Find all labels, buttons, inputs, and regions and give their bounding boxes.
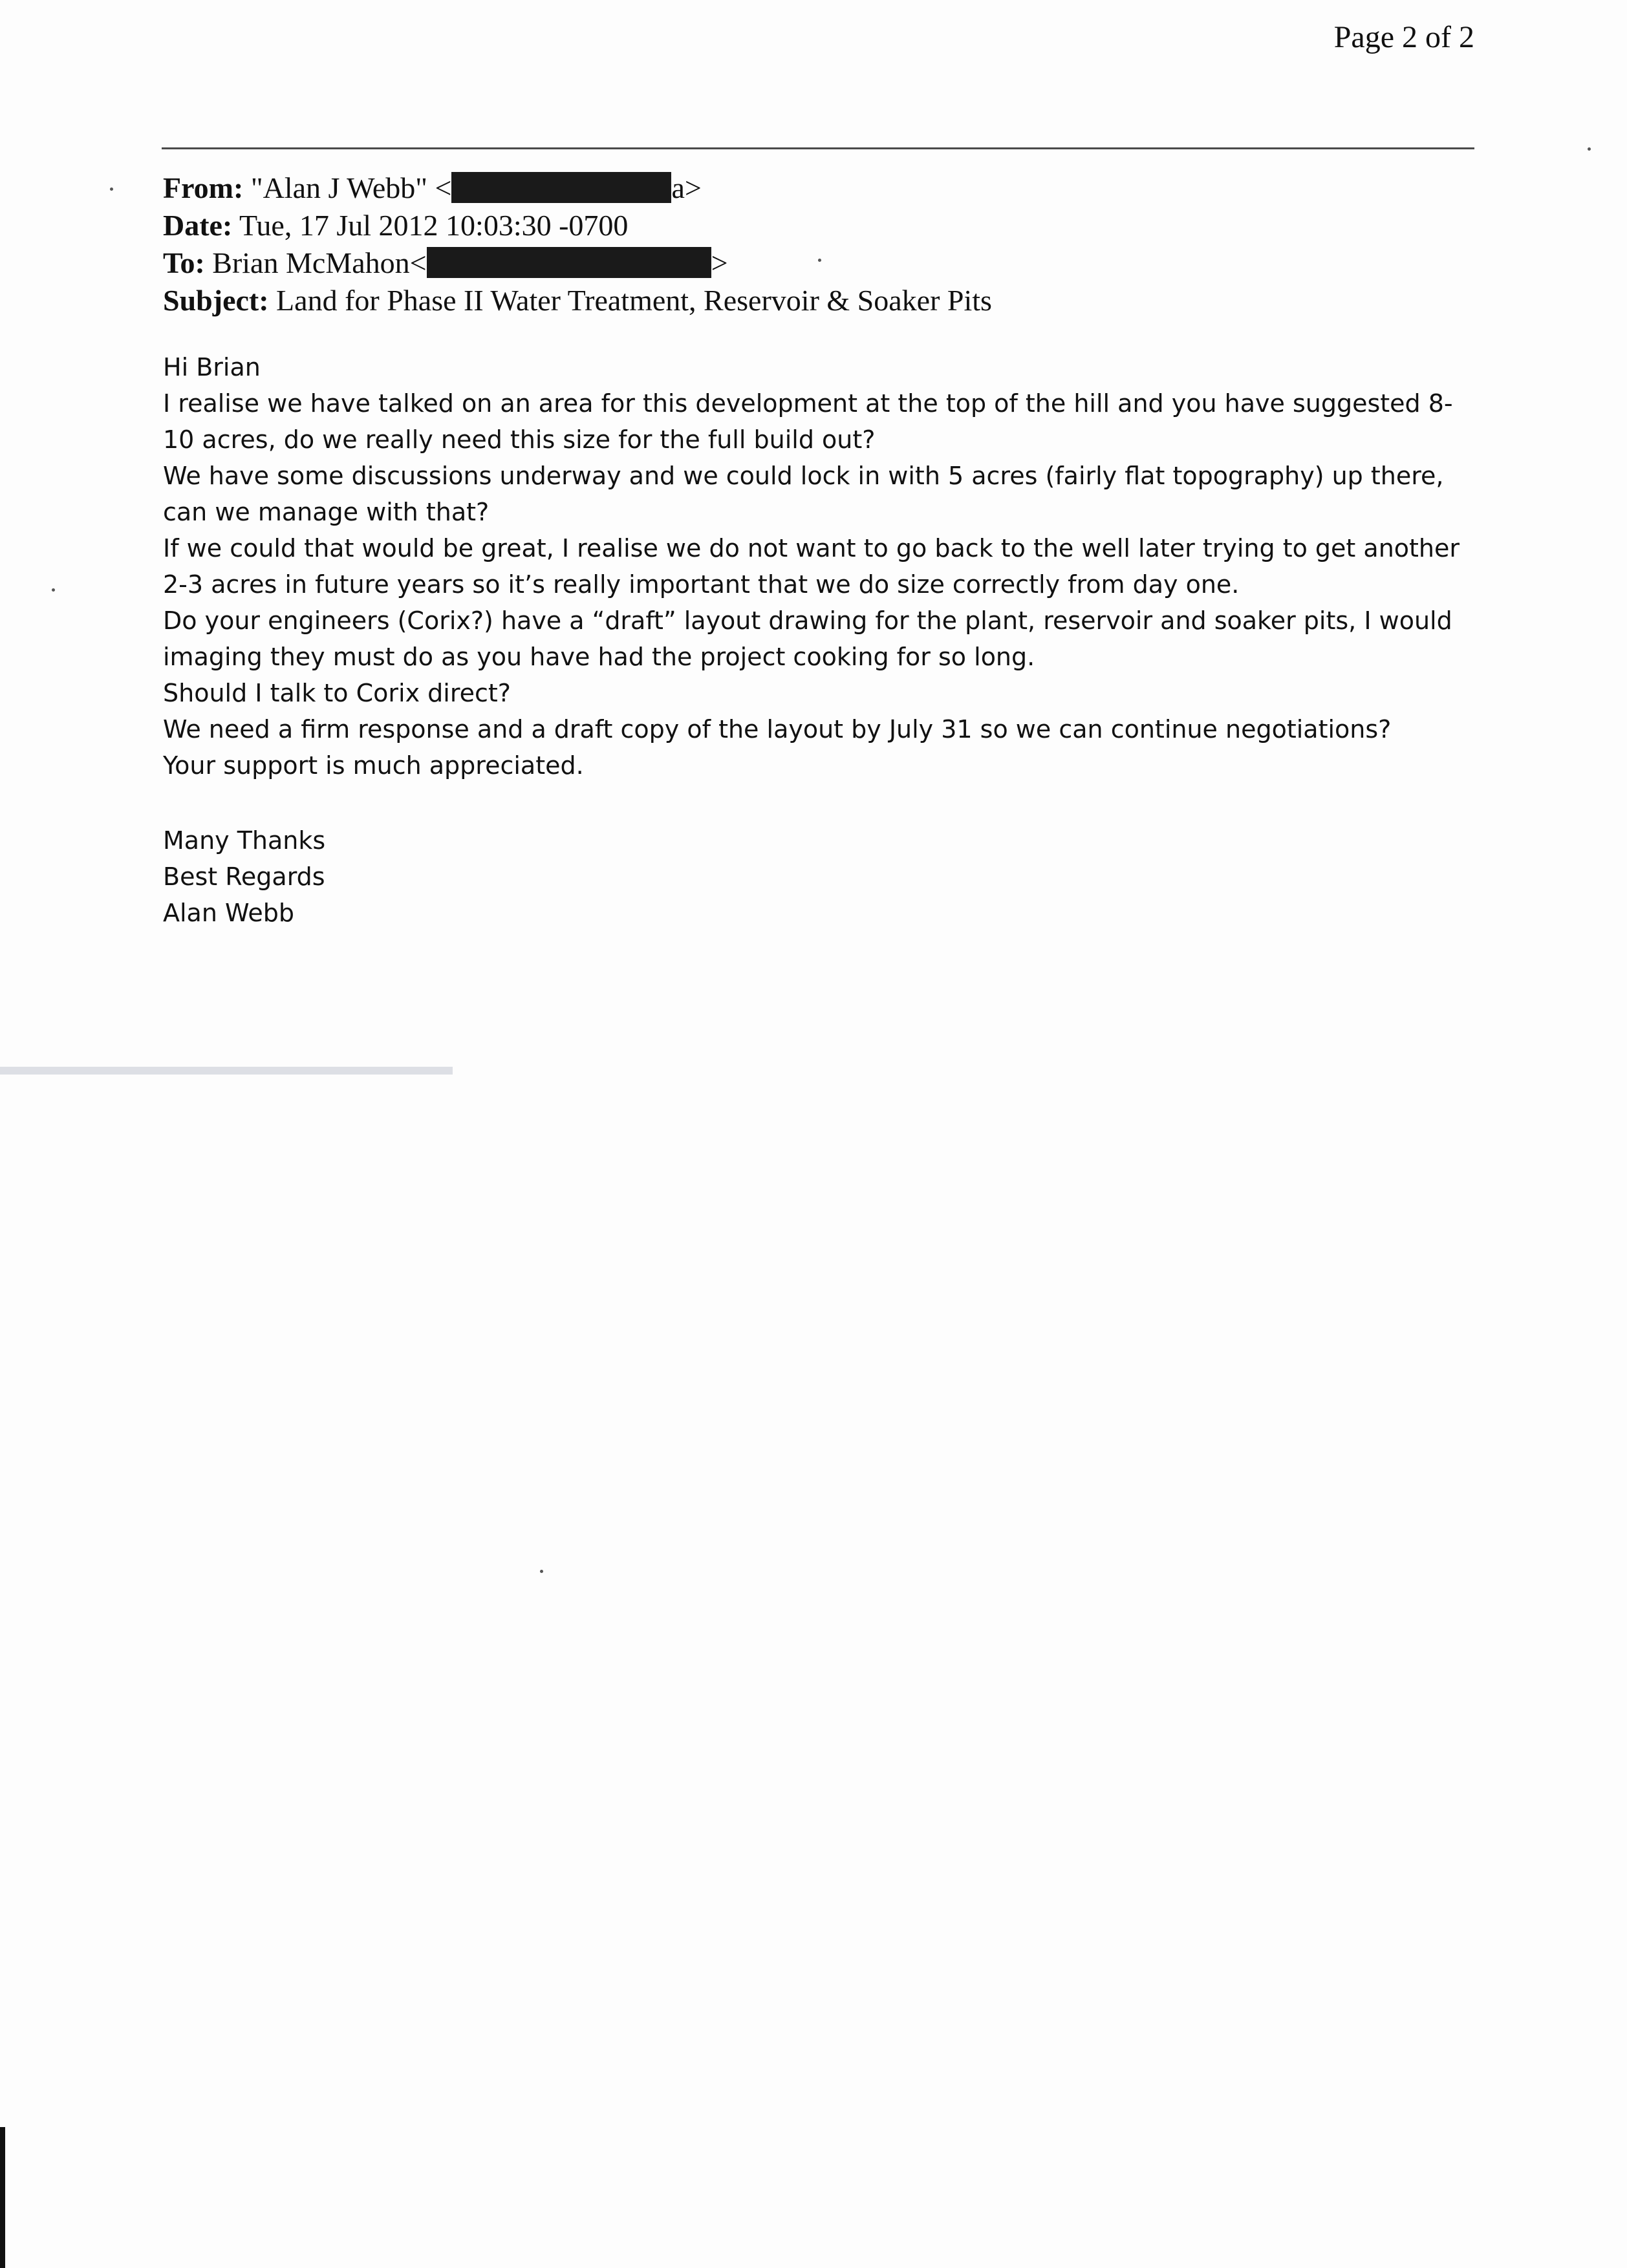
scan-smudge: [0, 1067, 453, 1075]
date-value: Tue, 17 Jul 2012 10:03:30 -0700: [239, 209, 629, 242]
body-paragraph: We have some discussions underway and we could lock in with 5 acres (fairly flat topography) up there, can we manage with that?: [163, 462, 1444, 526]
from-label: From:: [163, 171, 244, 204]
date-row: [163, 207, 1456, 244]
email-signoff: [163, 822, 325, 931]
signoff-line: Many Thanks: [163, 826, 326, 855]
email-body: [163, 349, 1482, 784]
redaction-block: [451, 172, 671, 203]
body-paragraph: I realise we have talked on an area for this development at the top of the hill and you have suggested 8-10 acres, do we really need this size for the full build out?: [163, 389, 1453, 454]
header-divider: [162, 147, 1474, 149]
from-row: [163, 169, 1456, 207]
signoff-name: Alan Webb: [163, 899, 294, 927]
page-number: Page 2 of 2: [1333, 20, 1474, 54]
subject-value: Land for Phase II Water Treatment, Reservoir & Soaker Pits: [276, 284, 992, 317]
body-paragraph: Your support is much appreciated.: [163, 751, 584, 780]
to-suffix: >: [711, 246, 728, 279]
subject-row: [163, 282, 1456, 319]
body-paragraph: If we could that would be great, I realise we do not want to go back to the well later trying to get another 2-3 acres in future years so it’s really important that we do size correctly from day one.: [163, 534, 1460, 599]
to-value: Brian McMahon<: [212, 246, 427, 279]
body-paragraph: Do your engineers (Corix?) have a “draft” layout drawing for the plant, reservoir and soaker pits, I would imaging they must do as you have had the project cooking for so long.: [163, 606, 1452, 671]
from-value: "Alan J Webb" <: [250, 171, 452, 204]
greeting: Hi Brian: [163, 353, 261, 381]
body-paragraph: We need a firm response and a draft copy of the layout by July 31 so we can continue negotiations?: [163, 715, 1392, 744]
from-suffix: a>: [671, 171, 702, 204]
scan-speck: [1588, 147, 1591, 151]
body-paragraph: Should I talk to Corix direct?: [163, 679, 511, 707]
subject-label: Subject:: [163, 284, 269, 317]
scan-edge-mark: [0, 2127, 5, 2268]
to-row: [163, 244, 1456, 282]
scan-speck: [540, 1570, 543, 1573]
signoff-line: Best Regards: [163, 862, 325, 891]
scan-speck: [52, 588, 55, 592]
date-label: Date:: [163, 209, 233, 242]
email-header: [163, 169, 1456, 319]
to-label: To:: [163, 246, 205, 279]
scan-speck: [110, 187, 113, 191]
redaction-block: [427, 247, 711, 278]
